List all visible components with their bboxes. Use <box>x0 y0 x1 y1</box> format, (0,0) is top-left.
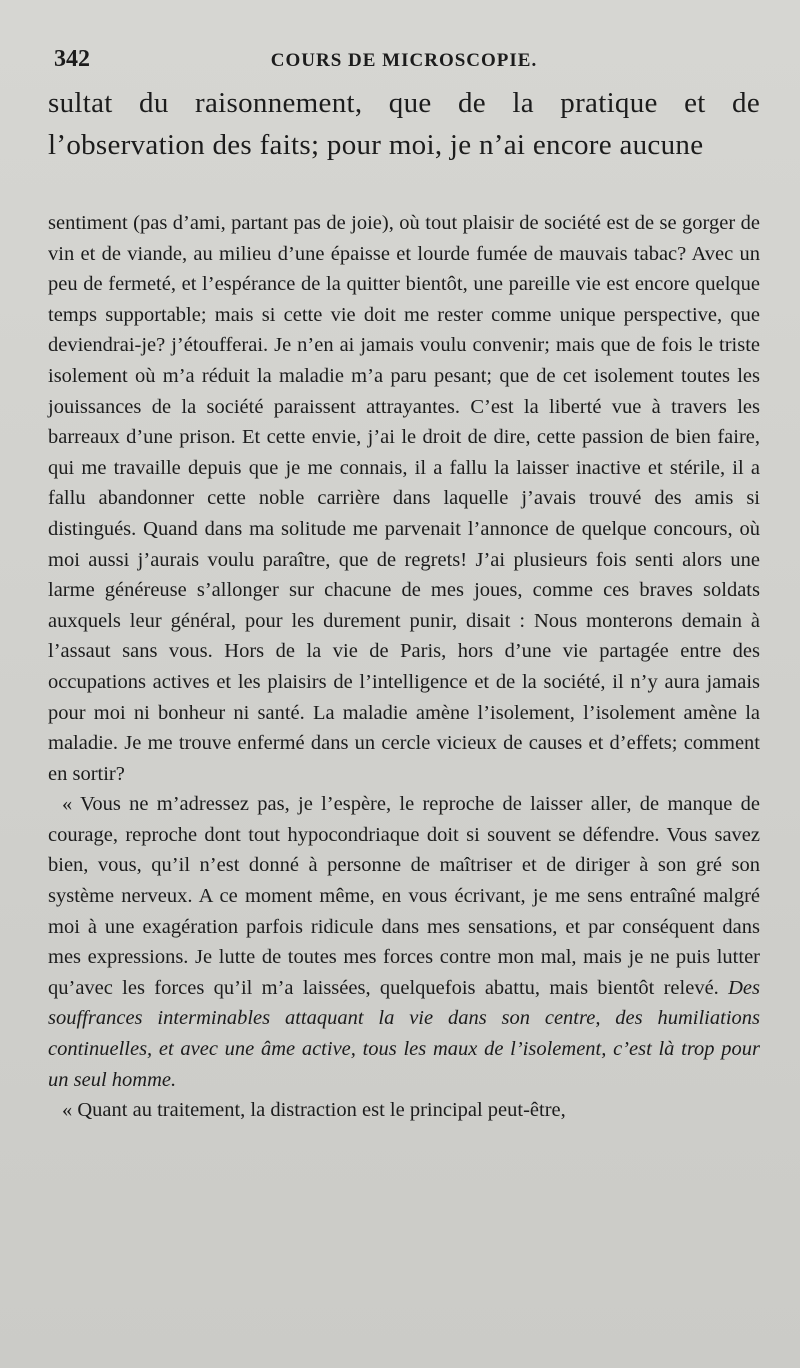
page-header <box>48 40 760 76</box>
page-number: 342 <box>54 46 90 72</box>
paragraph-2-italic: Des souffrances interminables attaquant la vie dans son centre, des humiliations continuelles, et avec une âme active, tous les maux de l’isolement, c’est là trop pour un seul homme. <box>48 976 760 1091</box>
paragraph-2-text: « Vous ne m’adressez pas, je l’espère, le reproche de laisser aller, de manque de courage, reproche dont tout hypocondriaque doit si souvent se défendre. Vous savez bien, vous, qu’il n’est donné à personne de maîtriser et de diriger à son gré son système nerveux. A ce moment même, en vous écrivant, je me sens entraîné malgré moi à une exagération parfois ridicule dans mes sensations, et par conséquent dans mes expressions. Je lutte de toutes mes forces contre mon mal, mais je ne puis lutter qu’avec les forces qu’il m’a laissées, quelquefois abattu, mais bientôt relevé. <box>48 793 760 999</box>
running-title: COURS DE MICROSCOPIE. <box>270 50 538 71</box>
paragraph-3: « Quant au traitement, la distraction est le principal peut-être, <box>62 1099 566 1122</box>
paragraph-1: sentiment (pas d’ami, partant pas de joie), où tout plaisir de société est de se gorger de vin et de viande, au milieu d’une épaisse et lourde fumée de mauvais tabac? Avec un peu de fermeté, et l’espérance de la quitter bientôt, une pareille vie est encore quelque temps supportable; mais si cette vie doit me rester comme unique perspective, que deviendrai-je? j’étoufferai. Je n’en ai jamais voulu convenir; mais que de fois le triste isolement où m’a réduit la maladie m’a paru pesant; que de cet isolement toutes les jouissances de la société paraissent attrayantes. C’est la liberté vue à travers les barreaux d’une prison. Et cette envie, j’ai le droit de dire, cette passion de bien faire, qui me travaille depuis que je me connais, il a fallu la laisser inactive et stérile, il a fallu abandonner cette noble carrière dans laquelle j’avais trouvé des amis si distingués. Quand dans ma solitude me parvenait l’annonce de quelque concours, où moi aussi j’aurais voulu paraître, que de regrets! J’ai plusieurs fois senti alors une larme généreuse s’allonger sur chacune de mes joues, comme ces braves soldats auxquels leur général, pour les durement punir, disait : Nous monterons demain à l’assaut sans vous. Hors de la vie de Paris, hors d’une vie partagée entre des occupations actives et les plaisirs de l’intelligence et de la société, il n’y aura jamais pour moi ni bonheur ni santé. La maladie amène l’isolement, l’isolement amène la maladie. Je me trouve enfermé dans un cercle vicieux de causes et d’effets; comment en sortir? <box>48 212 760 785</box>
lead-text: sultat du raisonnement, que de la pratique et de l’observation des faits; pour moi, je n’ai encore aucune <box>48 87 760 161</box>
body-text <box>48 208 760 1126</box>
page-gap <box>48 166 760 208</box>
paragraph-2 <box>48 789 760 1095</box>
